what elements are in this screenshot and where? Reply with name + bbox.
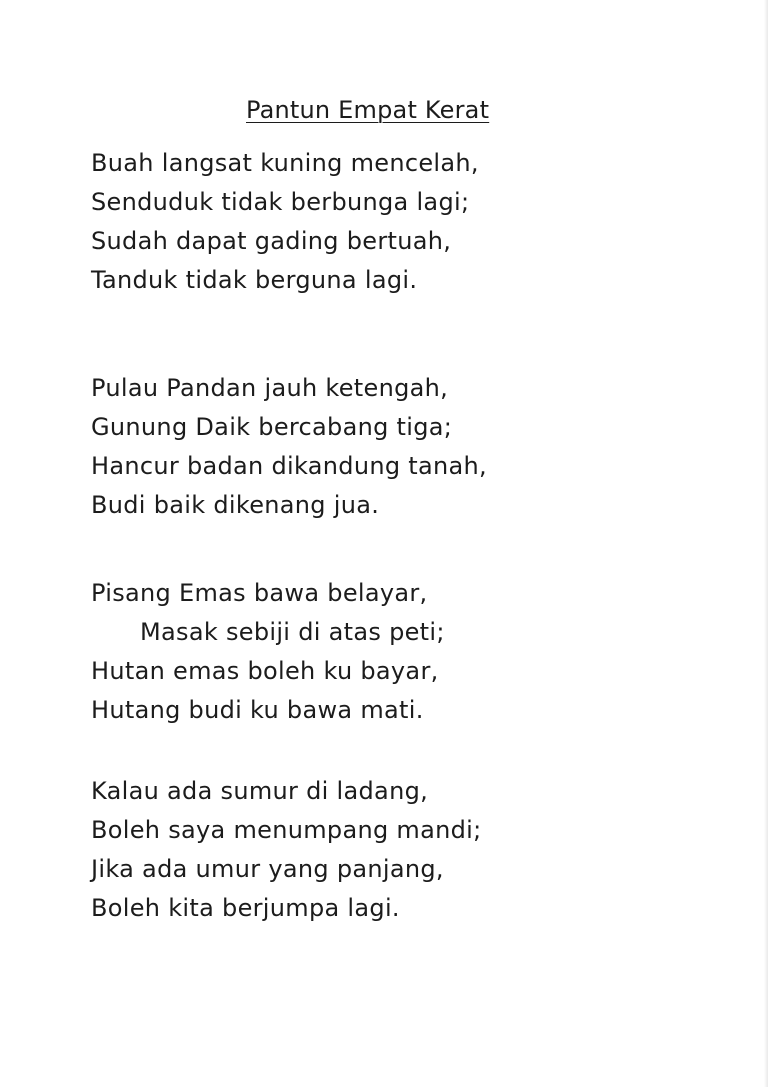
- stanza-4: [91, 772, 482, 928]
- stanza-line: Kalau ada sumur di ladang,: [91, 777, 429, 805]
- stanza-line-indented: Masak sebiji di atas peti;: [140, 618, 445, 646]
- stanza-line: Senduduk tidak berbunga lagi;: [91, 188, 470, 216]
- stanza-line: Pisang Emas bawa belayar,: [91, 579, 428, 607]
- stanza-line: Pulau Pandan jauh ketengah,: [91, 374, 449, 402]
- stanza-line: Hutan emas boleh ku bayar,: [91, 657, 439, 685]
- stanza-line: Boleh saya menumpang mandi;: [91, 816, 482, 844]
- stanza-line: Jika ada umur yang panjang,: [91, 855, 444, 883]
- stanza-1: [91, 144, 479, 300]
- stanza-line: Buah langsat kuning mencelah,: [91, 149, 479, 177]
- poem-title: Pantun Empat Kerat: [246, 96, 490, 124]
- stanza-line: Hutang budi ku bawa mati.: [91, 696, 424, 724]
- stanza-line: Gunung Daik bercabang tiga;: [91, 413, 453, 441]
- stanza-line: Boleh kita berjumpa lagi.: [91, 894, 400, 922]
- stanza-line: Sudah dapat gading bertuah,: [91, 227, 452, 255]
- stanza-line: Hancur badan dikandung tanah,: [91, 452, 487, 480]
- stanza-line: Budi baik dikenang jua.: [91, 491, 380, 519]
- stanza-line: Tanduk tidak berguna lagi.: [91, 266, 418, 294]
- page-edge-shadow: [764, 0, 768, 1087]
- stanza-3: [91, 574, 445, 730]
- stanza-2: [91, 369, 487, 525]
